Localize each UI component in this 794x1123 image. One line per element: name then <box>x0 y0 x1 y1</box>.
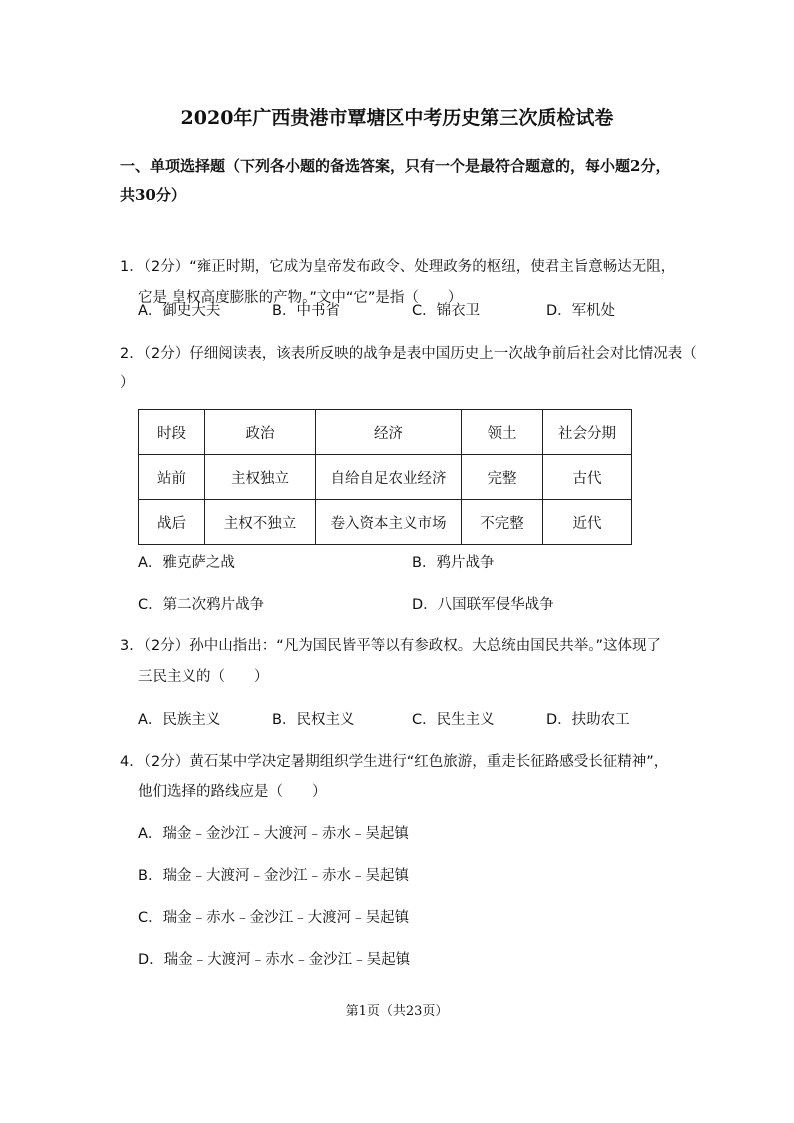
question-2-option-c: C．第二次鸦片战争 <box>138 597 265 613</box>
question-1-line-2: 它是 皇权高度膨胀的产物。”文中“它”是指（ ） <box>138 290 463 306</box>
question-1-line-1: 1．（2分）“雍正时期，它成为皇帝发布政令、处理政务的枢纽，使君主旨意畅达无阻， <box>120 259 676 275</box>
table-header-row <box>139 410 632 455</box>
question-4-line-1: 4．（2分）黄石某中学决定暑期组织学生进行“红色旅游，重走长征路感受长征精神”， <box>120 754 669 770</box>
question-2-option-b: B．鸦片战争 <box>412 555 495 571</box>
table-cell: 卷入资本主义市场 <box>316 500 462 545</box>
question-3-line-2: 三民主义的（ ） <box>138 669 269 685</box>
table-header-cell: 时段 <box>139 410 205 455</box>
question-4-option-a: A．瑞金﹣金沙江﹣大渡河﹣赤水﹣吴起镇 <box>138 826 409 842</box>
table-header-cell: 领土 <box>462 410 543 455</box>
table-cell: 主权独立 <box>205 455 316 500</box>
table-cell: 自给自足农业经济 <box>316 455 462 500</box>
table-cell: 古代 <box>543 455 632 500</box>
table-row <box>139 500 632 545</box>
question-2-line-1: 2．（2分）仔细阅读表，该表所反映的战争是表中国历史上一次战争前后社会对比情况表（ <box>120 346 697 362</box>
question-3-option-b: B．民权主义 <box>272 712 355 728</box>
question-1-option-c: C．锦衣卫 <box>412 303 481 319</box>
comparison-table <box>138 409 632 545</box>
question-2-option-d: D．八国联军侵华战争 <box>412 597 554 613</box>
question-4-option-b: B．瑞金﹣大渡河﹣金沙江﹣赤水﹣吴起镇 <box>138 868 409 884</box>
table-cell: 主权不独立 <box>205 500 316 545</box>
table-cell: 近代 <box>543 500 632 545</box>
question-1-option-b: B．中书省 <box>272 303 340 319</box>
table-row <box>139 455 632 500</box>
question-4-line-2: 他们选择的路线应是（ ） <box>138 784 327 800</box>
page-title: 2020年广西贵港市覃塘区中考历史第三次质检试卷 <box>180 107 614 129</box>
question-1-option-a: A．御史大夫 <box>138 303 221 319</box>
question-3-line-1: 3．（2分）孙中山指出：“凡为国民皆平等以有参政权。大总统由国民共举。”这体现了 <box>120 638 661 654</box>
question-3-option-d: D．扶助农工 <box>546 712 630 728</box>
table-cell: 不完整 <box>462 500 543 545</box>
question-1-option-d: D．军机处 <box>546 303 616 319</box>
table-cell: 战后 <box>139 500 205 545</box>
question-3-option-a: A．民族主义 <box>138 712 221 728</box>
question-2-line-2: ） <box>120 375 135 391</box>
table-header-cell: 社会分期 <box>543 410 632 455</box>
question-4-option-c: C．瑞金﹣赤水﹣金沙江﹣大渡河﹣吴起镇 <box>138 910 410 926</box>
question-4-option-d: D．瑞金﹣大渡河﹣赤水﹣金沙江﹣吴起镇 <box>138 952 411 968</box>
table-header-cell: 政治 <box>205 410 316 455</box>
table-cell: 站前 <box>139 455 205 500</box>
question-3-option-c: C．民生主义 <box>412 712 495 728</box>
table-header-cell: 经济 <box>316 410 462 455</box>
question-2-option-a: A．雅克萨之战 <box>138 555 235 571</box>
table-cell: 完整 <box>462 455 543 500</box>
section-heading: 一、单项选择题（下列各小题的备选答案，只有一个是最符合题意的，每小题2分，共30分） <box>120 157 671 204</box>
page-footer: 第1页（共23页） <box>345 1004 449 1019</box>
